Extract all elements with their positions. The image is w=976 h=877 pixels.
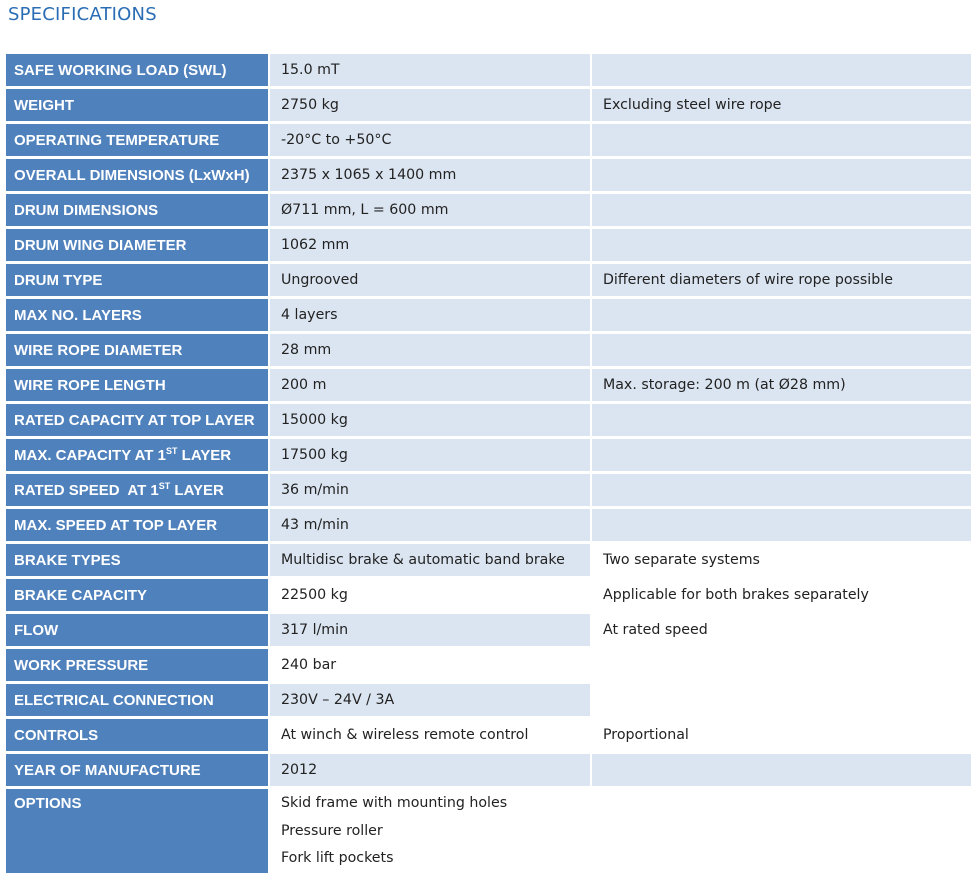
spec-label: DRUM DIMENSIONS	[6, 194, 268, 226]
spec-label: DRUM WING DIAMETER	[6, 229, 268, 261]
spec-value: 2012	[270, 754, 590, 786]
spec-value: 240 bar	[270, 649, 590, 681]
spec-row	[6, 194, 971, 226]
spec-note	[592, 194, 971, 226]
spec-row	[6, 754, 971, 786]
page-title: SPECIFICATIONS	[8, 4, 157, 25]
spec-row	[6, 124, 971, 156]
spec-label: YEAR OF MANUFACTURE	[6, 754, 268, 786]
spec-label	[6, 474, 268, 506]
spec-note: Proportional	[592, 719, 971, 751]
spec-note: Max. storage: 200 m (at Ø28 mm)	[592, 369, 971, 401]
spec-value: 15.0 mT	[270, 54, 590, 86]
spec-value: 317 l/min	[270, 614, 590, 646]
spec-value: Multidisc brake & automatic band brake	[270, 544, 590, 576]
spec-note	[592, 684, 971, 716]
spec-note: Two separate systems	[592, 544, 971, 576]
spec-label: RATED CAPACITY AT TOP LAYER	[6, 404, 268, 436]
spec-value: 17500 kg	[270, 439, 590, 471]
spec-note: Applicable for both brakes separately	[592, 579, 971, 611]
spec-label: MAX. SPEED AT TOP LAYER	[6, 509, 268, 541]
spec-note	[592, 229, 971, 261]
options-note	[592, 789, 971, 873]
spec-row	[6, 474, 971, 506]
spec-label: BRAKE CAPACITY	[6, 579, 268, 611]
spec-note	[592, 509, 971, 541]
spec-row	[6, 719, 971, 751]
spec-note	[592, 649, 971, 681]
spec-note	[592, 474, 971, 506]
options-list	[270, 789, 590, 873]
spec-row	[6, 54, 971, 86]
spec-label-text: MAX. CAPACITY AT 1	[14, 446, 166, 464]
spec-row	[6, 404, 971, 436]
spec-row	[6, 264, 971, 296]
spec-value: 15000 kg	[270, 404, 590, 436]
spec-value: 1062 mm	[270, 229, 590, 261]
spec-label: WIRE ROPE LENGTH	[6, 369, 268, 401]
spec-label: SAFE WORKING LOAD (SWL)	[6, 54, 268, 86]
spec-label: MAX NO. LAYERS	[6, 299, 268, 331]
spec-note	[592, 754, 971, 786]
spec-row	[6, 229, 971, 261]
spec-value: Ø711 mm, L = 600 mm	[270, 194, 590, 226]
spec-row	[6, 579, 971, 611]
spec-value: Ungrooved	[270, 264, 590, 296]
spec-value: 200 m	[270, 369, 590, 401]
options-row	[6, 789, 971, 873]
spec-label: BRAKE TYPES	[6, 544, 268, 576]
spec-row	[6, 299, 971, 331]
spec-label: CONTROLS	[6, 719, 268, 751]
spec-value: 2750 kg	[270, 89, 590, 121]
spec-label	[6, 439, 268, 471]
ordinal-suffix: ST	[165, 445, 178, 456]
spec-row	[6, 159, 971, 191]
spec-row	[6, 369, 971, 401]
spec-label-text: LAYER	[170, 481, 224, 499]
spec-note	[592, 404, 971, 436]
spec-label: DRUM TYPE	[6, 264, 268, 296]
spec-value: 230V – 24V / 3A	[270, 684, 590, 716]
specifications-table	[4, 51, 973, 876]
spec-value: 36 m/min	[270, 474, 590, 506]
spec-row	[6, 684, 971, 716]
spec-value: 2375 x 1065 x 1400 mm	[270, 159, 590, 191]
spec-label: WEIGHT	[6, 89, 268, 121]
spec-label: WIRE ROPE DIAMETER	[6, 334, 268, 366]
spec-label-text: RATED SPEED AT 1	[14, 481, 159, 499]
spec-label: OVERALL DIMENSIONS (LxWxH)	[6, 159, 268, 191]
spec-value: 43 m/min	[270, 509, 590, 541]
spec-note	[592, 334, 971, 366]
spec-note	[592, 124, 971, 156]
spec-label: WORK PRESSURE	[6, 649, 268, 681]
option-item: Fork lift pockets	[281, 850, 394, 866]
spec-note	[592, 54, 971, 86]
spec-row	[6, 614, 971, 646]
option-item: Pressure roller	[281, 822, 383, 839]
spec-label: FLOW	[6, 614, 268, 646]
spec-value: 28 mm	[270, 334, 590, 366]
spec-row	[6, 89, 971, 121]
spec-row	[6, 334, 971, 366]
spec-note	[592, 299, 971, 331]
spec-label: OPERATING TEMPERATURE	[6, 124, 268, 156]
spec-note	[592, 439, 971, 471]
spec-row	[6, 509, 971, 541]
option-item: Skid frame with mounting holes	[281, 795, 508, 811]
spec-label-text: LAYER	[177, 446, 232, 464]
spec-row	[6, 544, 971, 576]
spec-note: Different diameters of wire rope possible	[592, 264, 971, 296]
spec-note	[592, 159, 971, 191]
spec-note: Excluding steel wire rope	[592, 89, 971, 121]
spec-label: ELECTRICAL CONNECTION	[6, 684, 268, 716]
spec-row	[6, 439, 971, 471]
spec-note: At rated speed	[592, 614, 971, 646]
options-label: OPTIONS	[6, 789, 268, 873]
spec-value: 4 layers	[270, 299, 590, 331]
spec-value: -20°C to +50°C	[270, 124, 590, 156]
spec-value: At winch & wireless remote control	[270, 719, 590, 751]
ordinal-suffix: ST	[158, 480, 171, 491]
spec-value: 22500 kg	[270, 579, 590, 611]
spec-row	[6, 649, 971, 681]
